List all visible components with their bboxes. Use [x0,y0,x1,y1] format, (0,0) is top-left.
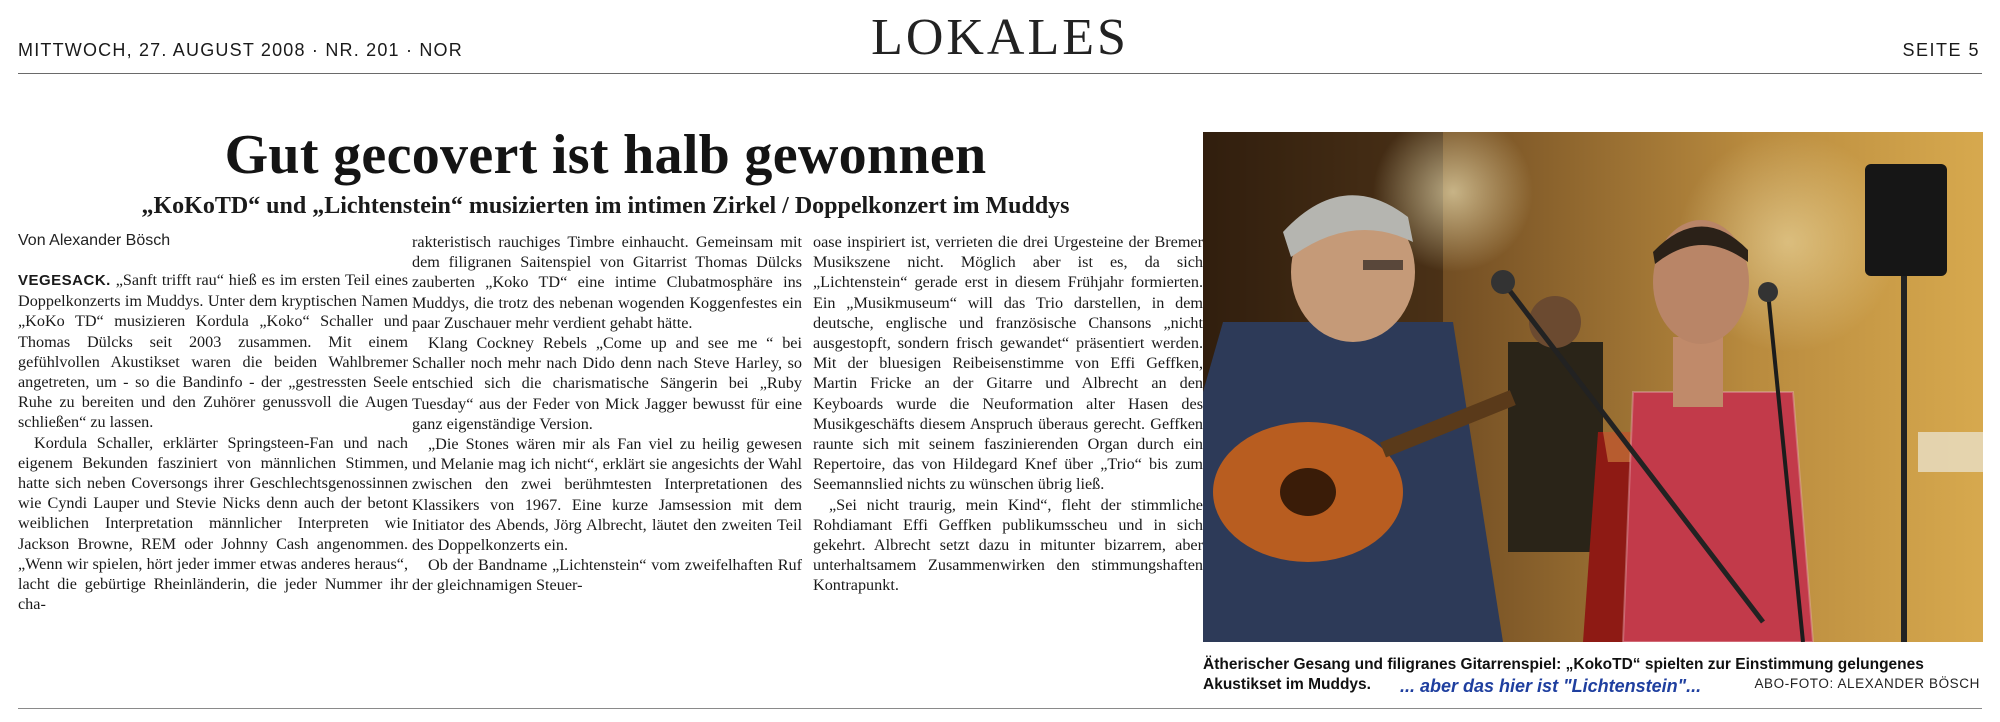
caption-text: Ätherischer Gesang und filigranes Gitarrenspiel: „KokoTD“ spielten zur Einstimmung gelungenes Akustikset im Muddys. [1203,656,1924,693]
footer-rule [18,708,1982,709]
paragraph: Kordula Schaller, erklärter Springsteen-Fan und nach eigenem Bekunden fasziniert von männlichen Stimmen, hatte sich neben Coversongs ihrer Geschlechtsgenossinnen wie Cyndi Lauper und Stevie Nicks denn auch der betont weiblichen Interpretation männlicher Interpreten wie Jackson Browne, REM oder Johnny Cash angenommen. „Wenn wir spielen, hört jeder immer etwas anderes heraus“, lacht die gebürtige Rheinländerin, die jeder Nummer ihr cha- [18,433,408,614]
paragraph: rakteristisch rauchiges Timbre einhaucht. Gemeinsam mit dem filigranen Saitenspiel von Gitarrist Thomas Dülcks zauberten „Koko TD“ eine intime Clubatmosphäre ins Muddys, die trotz des nebenan wogenden Koggenfestes ein paar Zuschauer mehr verdient gehabt hätte. [412,233,802,332]
text-column-2 [412,232,802,596]
text-column-1 [18,270,408,614]
text-column-3 [813,232,1203,596]
handwritten-annotation: ... aber das hier ist "Lichtenstein"... [1400,676,1702,696]
article-byline: Von Alexander Bösch [18,232,171,249]
section-title: LOKALES [871,9,1129,66]
paragraph: „Die Stones wären mir als Fan viel zu heilig gewesen und Melanie mag ich nicht“, erklärt sie angesichts der Wahl zwischen den zwei berühmtesten Interpretationen des Klassikers von 1967. Eine kurze Jamsession mit dem Initiator des Abends, Jörg Albrecht, läutet den zweiten Teil des Doppelkonzerts ein. [412,435,802,555]
article-subhead: „KoKoTD“ und „Lichtenstein“ musizierten im intimen Zirkel / Doppelkonzert im Muddys [141,193,1070,219]
concert-photo [1203,132,1983,642]
header-rule [18,73,1982,74]
paragraph: Klang Cockney Rebels „Come up and see me “ bei Schaller noch mehr nach Dido denn nach Steve Harley, so entschied sich die charismatische Sängerin bei „Ruby Tuesday“ aus der Feder von Mick Jagger bewusst für eine ganz eigenständige Version. [412,334,802,433]
paragraph: oase inspiriert ist, verrieten die drei Urgesteine der Bremer Musikszene nicht. Möglich aber ist es, da sich „Lichtenstein“ gerade erst in diesem Frühjahr formierten. Ein „Musikmuseum“ will das Trio darstellen, in dem deutsche, englische und französische Chansons „nicht ausgestopft, sondern frisch gewandet“ präsentiert werden. Mit der bluesigen Reibeisenstimme von Effi Geffken, Martin Fricke an der Gitarre und Albrecht an den Keyboards wurde die Neuformation alter Hasen des Musikgeschäfts diesem Anspruch überaus gerecht. Geffken raunte sich mit seinem faszinierenden Organ durch ein Repertoire, das von Hildegard Knef über „Trio“ bis zum Seemannslied nichts zu wünschen übrig ließ. [813,233,1203,494]
paragraph-text: „Sanft trifft rau“ hieß es im ersten Teil eines Doppelkonzerts im Muddys. Unter dem kryptischen Namen „KoKo TD“ musizieren Kordula „Koko“ Schaller und Thomas Dülcks seit 2003 zusammen. Mit einem gefühlvollen Akustikset waren die beiden Wahlbremer angetreten, um - so die Bandinfo - der „gestressten Seele Ruhe zu bereiten und den Zuhörer genussvoll die Augen schließen“ zu lassen. [18,271,409,432]
issue-dateline: MITTWOCH, 27. AUGUST 2008 · NR. 201 · NOR [18,40,463,60]
article-dateline: VEGESACK. [18,272,111,289]
paragraph: Ob der Bandname „Lichtenstein“ vom zweifelhaften Ruf der gleichnamigen Steuer- [412,556,802,595]
page-number: SEITE 5 [1902,40,1980,60]
photo-credit: ABO-FOTO: ALEXANDER BÖSCH [1754,676,1980,691]
paragraph [18,270,408,433]
paragraph: „Sei nicht traurig, mein Kind“, fleht der stimmliche Rohdiamant Effi Geffken publikumsscheu und in sich gekehrt. Albrecht setzt dazu in mitunter bizarrem, aber unterhaltsamem Zusammenwirken den stimmungshaften Kontrapunkt. [813,495,1203,595]
article-headline: Gut gecovert ist halb gewonnen [224,124,987,186]
concert-photo-illustration [1203,132,1983,642]
